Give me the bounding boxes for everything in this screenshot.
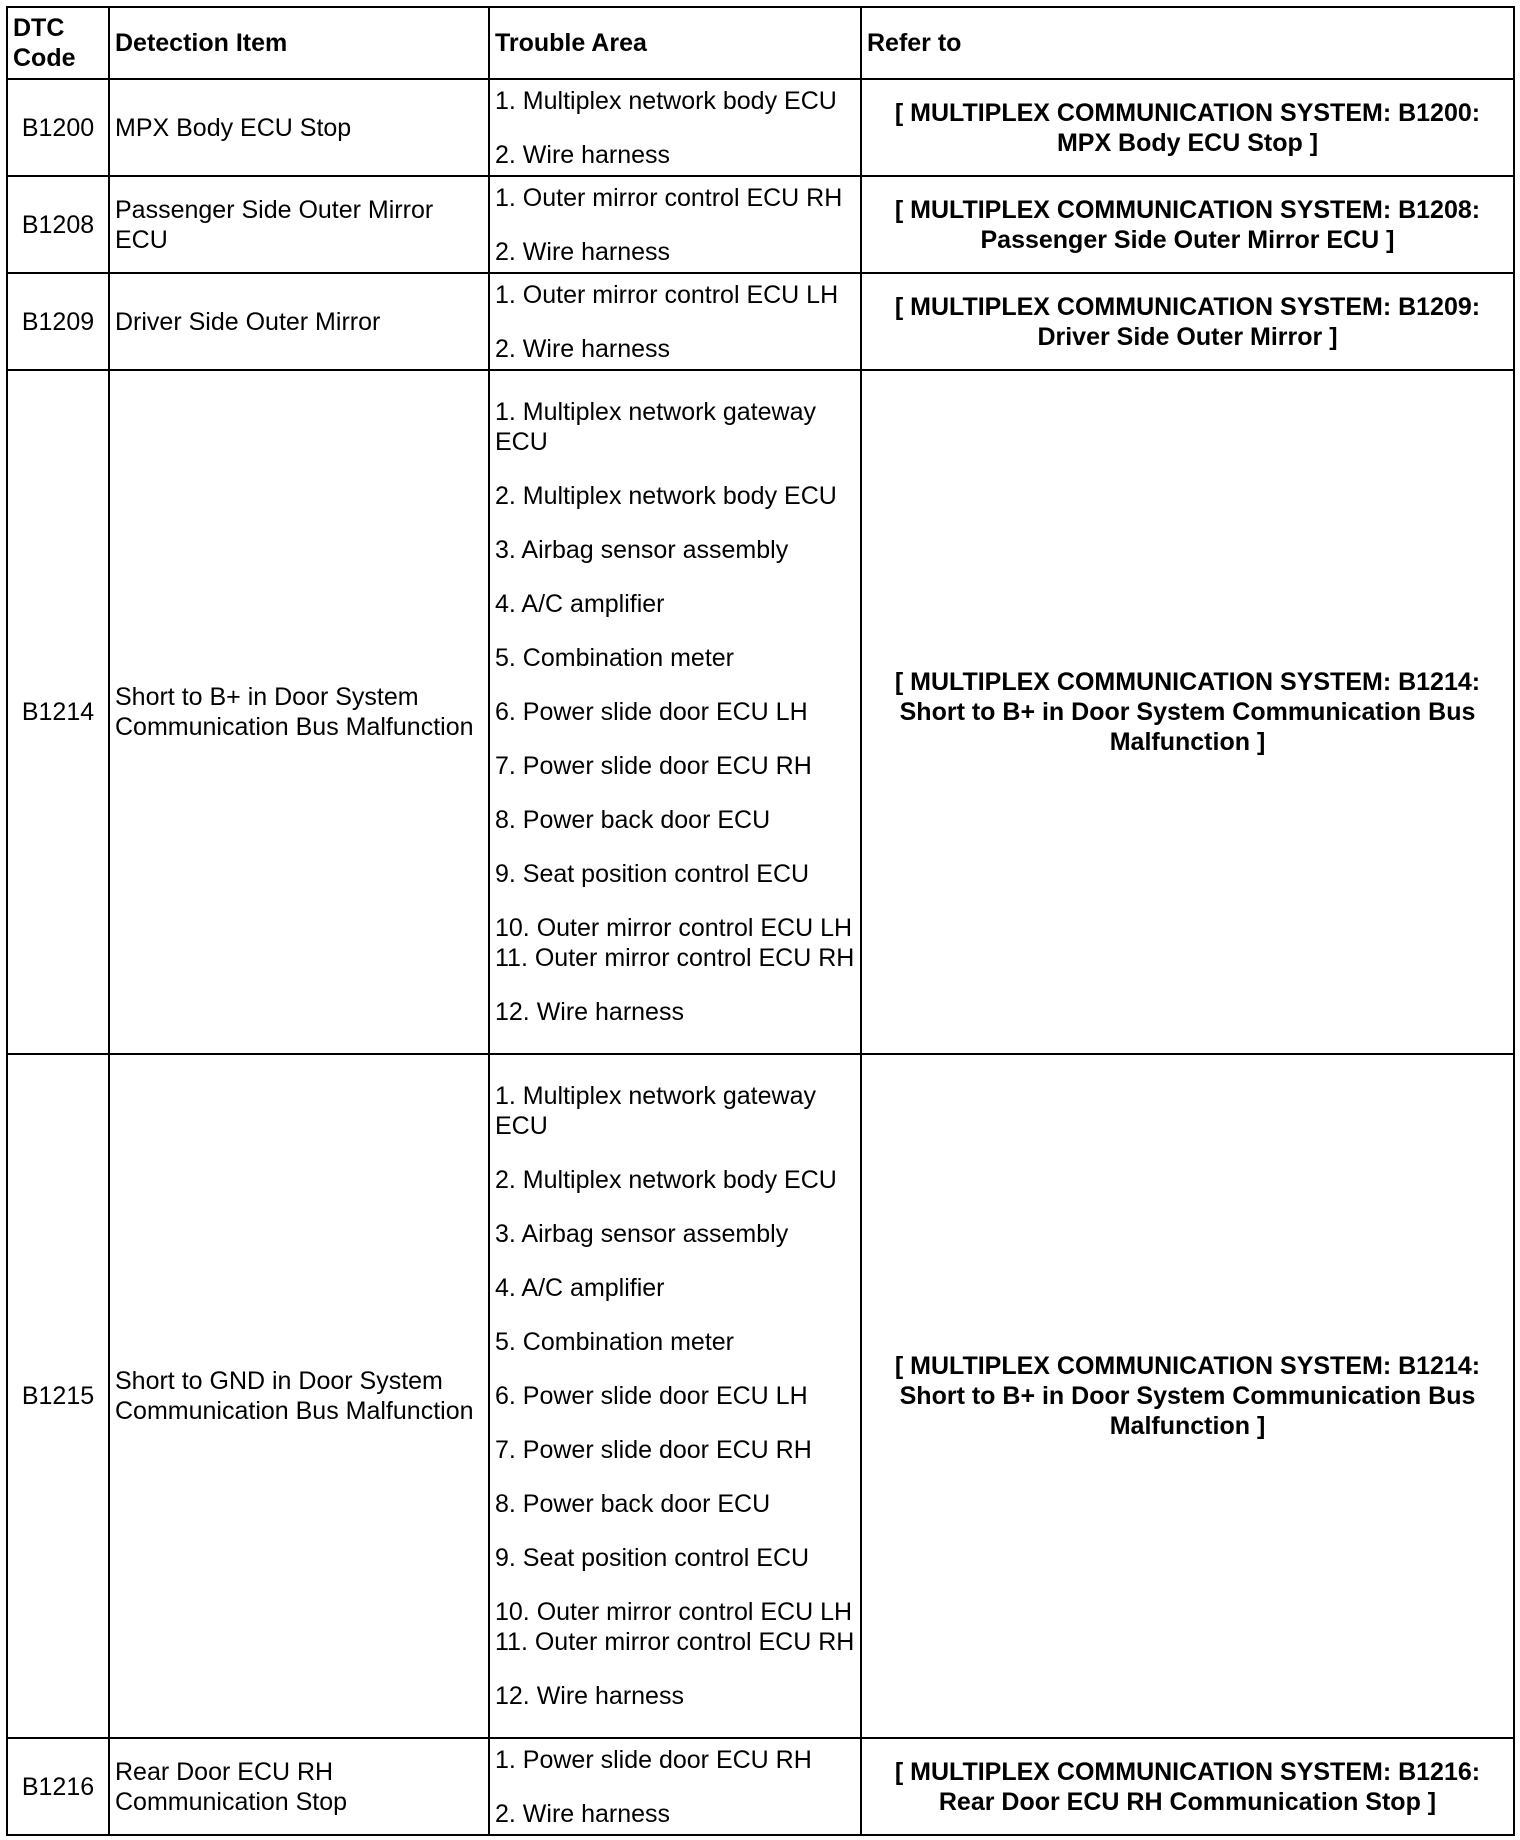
header-dtc-code: DTC Code: [7, 7, 109, 79]
trouble-area-item: 3. Airbag sensor assembly: [495, 1220, 789, 1248]
trouble-area-item: 2. Multiplex network body ECU: [495, 1166, 837, 1194]
trouble-area-item: 12. Wire harness: [495, 1682, 684, 1710]
trouble-area-item: 9. Seat position control ECU: [495, 1544, 810, 1572]
refer-link[interactable]: [ MULTIPLEX COMMUNICATION SYSTEM: B1200: MPX Body ECU Stop ]: [861, 79, 1514, 176]
trouble-area-item: 7. Power slide door ECU RH: [495, 752, 812, 780]
trouble-area: [489, 370, 861, 1054]
trouble-area-item: 1. Multiplex network gateway ECU: [495, 398, 816, 456]
dtc-code: B1214: [7, 370, 109, 1054]
trouble-area-item: 2. Wire harness: [495, 334, 671, 363]
trouble-area-item: 2. Wire harness: [495, 140, 671, 169]
trouble-area-item: 8. Power back door ECU: [495, 806, 771, 834]
trouble-area: [489, 273, 861, 370]
table-row: [7, 176, 1514, 273]
trouble-area-item: 1. Multiplex network body ECU: [495, 86, 837, 115]
table-row: [7, 79, 1514, 176]
refer-link[interactable]: [ MULTIPLEX COMMUNICATION SYSTEM: B1208: Passenger Side Outer Mirror ECU ]: [861, 176, 1514, 273]
trouble-area-item: 12. Wire harness: [495, 998, 684, 1026]
trouble-area-item: 3. Airbag sensor assembly: [495, 536, 789, 564]
table-header-row: [7, 7, 1514, 79]
detection-item: Passenger Side Outer Mirror ECU: [109, 176, 489, 273]
dtc-table: [6, 6, 1515, 1836]
detection-item: Rear Door ECU RH Communication Stop: [109, 1738, 489, 1835]
table-row: [7, 273, 1514, 370]
trouble-area-item: 6. Power slide door ECU LH: [495, 698, 808, 726]
refer-link[interactable]: [ MULTIPLEX COMMUNICATION SYSTEM: B1216: Rear Door ECU RH Communication Stop ]: [861, 1738, 1514, 1835]
refer-link[interactable]: [ MULTIPLEX COMMUNICATION SYSTEM: B1214: Short to B+ in Door System Communication Bus Malfunction ]: [861, 1054, 1514, 1738]
trouble-area-item: 1. Outer mirror control ECU RH: [495, 183, 843, 212]
trouble-area-item: 11. Outer mirror control ECU RH: [495, 1628, 855, 1656]
trouble-area: [489, 79, 861, 176]
table-row: [7, 370, 1514, 1054]
trouble-area-item: 11. Outer mirror control ECU RH: [495, 944, 855, 972]
refer-link[interactable]: [ MULTIPLEX COMMUNICATION SYSTEM: B1209: Driver Side Outer Mirror ]: [861, 273, 1514, 370]
detection-item: MPX Body ECU Stop: [109, 79, 489, 176]
detection-item: Short to B+ in Door System Communication Bus Malfunction: [109, 370, 489, 1054]
header-refer-to: Refer to: [861, 7, 1514, 79]
table-row: [7, 1054, 1514, 1738]
trouble-area: [489, 176, 861, 273]
dtc-code: B1208: [7, 176, 109, 273]
trouble-area-item: 10. Outer mirror control ECU LH: [495, 1598, 853, 1626]
trouble-area-item: 10. Outer mirror control ECU LH: [495, 914, 853, 942]
dtc-code: B1215: [7, 1054, 109, 1738]
trouble-area-item: 4. A/C amplifier: [495, 590, 665, 618]
dtc-code: B1209: [7, 273, 109, 370]
trouble-area-item: 6. Power slide door ECU LH: [495, 1382, 808, 1410]
trouble-area-item: 5. Combination meter: [495, 644, 735, 672]
trouble-area-item: 8. Power back door ECU: [495, 1490, 771, 1518]
header-detection-item: Detection Item: [109, 7, 489, 79]
trouble-area-item: 5. Combination meter: [495, 1328, 735, 1356]
trouble-area-item: 1. Multiplex network gateway ECU: [495, 1082, 816, 1140]
trouble-area-item: 9. Seat position control ECU: [495, 860, 810, 888]
trouble-area-item: 7. Power slide door ECU RH: [495, 1436, 812, 1464]
trouble-area-item: 1. Power slide door ECU RH: [495, 1745, 812, 1774]
dtc-code: B1216: [7, 1738, 109, 1835]
trouble-area-item: 4. A/C amplifier: [495, 1274, 665, 1302]
trouble-area-item: 2. Multiplex network body ECU: [495, 482, 837, 510]
trouble-area: [489, 1054, 861, 1738]
trouble-area-item: 2. Wire harness: [495, 1799, 671, 1828]
table-row: [7, 1738, 1514, 1835]
refer-link[interactable]: [ MULTIPLEX COMMUNICATION SYSTEM: B1214: Short to B+ in Door System Communication Bus Malfunction ]: [861, 370, 1514, 1054]
detection-item: Short to GND in Door System Communication Bus Malfunction: [109, 1054, 489, 1738]
detection-item: Driver Side Outer Mirror: [109, 273, 489, 370]
trouble-area: [489, 1738, 861, 1835]
header-trouble-area: Trouble Area: [489, 7, 861, 79]
trouble-area-item: 1. Outer mirror control ECU LH: [495, 280, 839, 309]
trouble-area-item: 2. Wire harness: [495, 237, 671, 266]
dtc-code: B1200: [7, 79, 109, 176]
